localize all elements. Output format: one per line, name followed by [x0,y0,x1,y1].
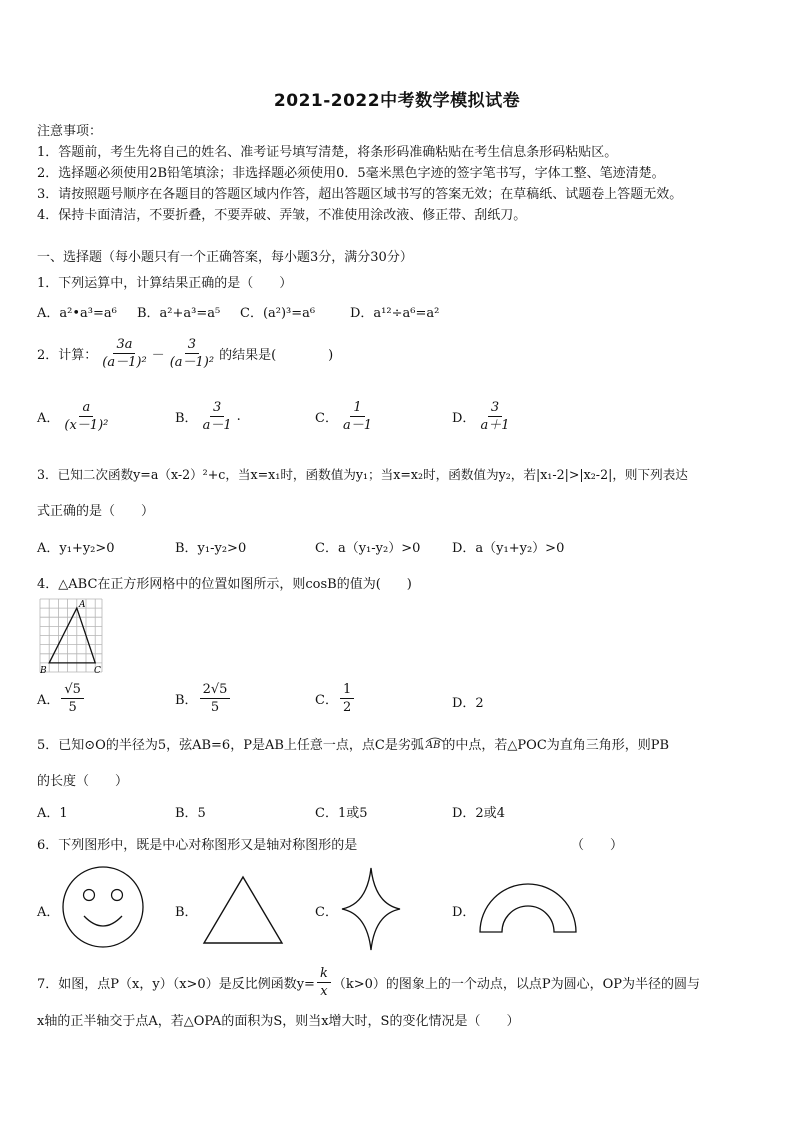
q4-grid-lines [40,599,102,672]
q7-fraction-numerator: k [317,966,331,983]
notice-heading: 注意事项： [37,124,103,139]
q6-option-a-label: A． [37,905,60,920]
q7-stem-post: （k>0）的图象上的一个动点，以点P为圆心，OP为半径的圆与 [332,977,701,992]
q2-stem [37,337,333,370]
q7-stem-line-1 [37,966,700,999]
q4-option-c-label: C． [315,693,338,708]
q2-prefix: 2．计算： [37,348,98,363]
q2-option-b-denominator: a－1 [202,418,232,433]
notice-item-1: 1．答题前，考生先将自己的姓名、准考证号填写清楚，将条形码准确粘贴在考生信息条形码粘贴区。 [37,145,618,160]
q2-option-d-numerator: 3 [488,400,502,417]
q4-point-b-label: B [40,666,47,676]
page-title: 2021-2022中考数学模拟试卷 [273,91,521,111]
q1-option-d: D．a¹²÷a⁶=a² [350,306,440,321]
q7-stem-pre: 7．如图，点P（x，y）（x>0）是反比例函数y= [37,977,315,992]
q2-f1-numerator: 3a [113,337,135,354]
q2-fraction-2 [167,337,217,370]
q6-smiley-left-eye [84,890,95,901]
q2-option-b-tail: . [236,409,241,424]
q2-option-b [175,400,241,433]
q2-option-c-numerator: 1 [350,400,364,417]
q2-suffix: 的结果是( ) [219,348,334,363]
q4-option-a-numerator: √5 [61,682,84,699]
notice-item-3: 3．请按照题号顺序在各题目的答题区域内作答，超出答题区域书写的答案无效；在草稿纸、试题卷上答题无效。 [37,187,683,202]
q3-stem-line-1: 3．已知二次函数y=a（x-2）²+c，当x=x₁时，函数值为y₁；当x=x₂时，函数值为y₂，若|x₁-2|>|x₂-2|，则下列表达 [37,467,688,482]
q5-arc-ab [424,736,443,751]
q4-option-c-denominator: 2 [342,700,352,715]
q7-fraction-denominator: x [320,984,328,999]
q4-option-c [315,682,356,715]
q5-stem-pre: 5．已知⊙O的半径为5，弦AB=6，P是AB上任意一点，点C是劣弧 [37,738,424,753]
q4-point-a-label: A [79,600,86,610]
q1-option-a: A．a²•a³=a⁶ [37,306,117,321]
q1-option-b: B．a²+a³=a⁵ [137,306,221,321]
q2-option-c [315,400,377,433]
q4-option-a-label: A． [37,693,60,708]
q4-option-b [175,682,232,715]
q4-option-b-numerator: 2√5 [200,682,231,699]
q4-point-c-label: C [94,666,101,676]
q2-minus: － [151,348,165,363]
q6-answer-paren: （ ） [571,838,624,853]
q4-option-b-fraction [200,682,231,715]
q6-stem: 6．下列图形中，既是中心对称图形又是轴对称图形的是 [37,838,358,853]
q2-f1-denominator: (a－1)² [102,355,147,370]
q2-option-b-numerator: 3 [210,400,224,417]
q4-option-b-label: B． [175,693,198,708]
q2-option-d [452,400,514,433]
notice-item-4: 4．保持卡面清洁，不要折叠，不要弄破、弄皱，不准使用涂改液、修正带、刮纸刀。 [37,208,527,223]
q3-option-b: B．y₁-y₂>0 [175,541,247,556]
q5-stem-post: 的中点，若△POC为直角三角形，则PB [442,738,670,753]
q2-f2-denominator: (a－1)² [169,355,215,370]
q7-stem-line-2: x轴的正半轴交于点A，若△OPA的面积为S，则当x增大时，S的变化情况是（ ） [37,1014,520,1029]
q6-option-c-star-figure [340,866,402,952]
q5-stem-line-1 [37,734,669,753]
q2-option-b-fraction [200,400,235,433]
q2-option-a [37,400,113,433]
q2-f2-numerator: 3 [185,337,199,354]
q3-option-d: D．a（y₁+y₂）>0 [452,541,565,556]
q6-option-d-arch-figure [478,872,578,938]
q2-option-a-label: A． [37,411,60,426]
q4-option-c-numerator: 1 [340,682,354,699]
q6-smiley-right-eye [112,890,123,901]
q3-option-c: C．a（y₁-y₂）>0 [315,541,421,556]
q2-option-a-fraction [61,400,111,433]
q6-option-c-label: C． [315,905,338,920]
q2-option-a-numerator: a [79,400,93,417]
q2-option-c-fraction [340,400,375,433]
q2-option-d-label: D． [452,411,476,426]
q5-option-c: C．1或5 [315,806,368,821]
q5-arc-label: AB [425,740,441,751]
q1-option-c: C．(a²)³=a⁶ [240,306,316,321]
q6-option-b-triangle-figure [200,874,286,946]
q2-option-d-fraction [477,400,512,433]
q4-option-b-denominator: 5 [210,700,220,715]
q3-option-a: A．y₁+y₂>0 [37,541,115,556]
notice-item-2: 2．选择题必须使用2B铅笔填涂；非选择题必须使用0．5毫米黑色字迹的签字笔书写，字体工整、笔迹清楚。 [37,166,665,181]
q7-fraction-k-over-x [317,966,331,999]
q4-option-a-denominator: 5 [68,700,77,715]
q2-option-c-label: C． [315,411,338,426]
q2-option-b-label: B． [175,411,198,426]
q4-grid-figure [38,597,104,677]
q4-option-a [37,682,86,715]
q4-stem: 4．△ABC在正方形网格中的位置如图所示，则cosB的值为( ) [37,577,412,592]
q2-option-a-denominator: (x－1)² [64,418,109,433]
q6-option-a-smiley-figure [60,864,146,950]
q2-option-c-denominator: a－1 [342,418,372,433]
q5-option-a: A．1 [37,806,68,821]
q4-option-a-fraction [61,682,84,715]
q5-option-b: B．5 [175,806,206,821]
q1-stem: 1．下列运算中，计算结果正确的是（ ） [37,276,293,291]
q4-option-c-fraction [340,682,354,715]
q6-option-d-label: D． [452,905,476,920]
q2-option-d-denominator: a＋1 [480,418,510,433]
q2-fraction-1 [99,337,149,370]
section-heading: 一、选择题（每小题只有一个正确答案，每小题3分，满分30分） [37,250,413,265]
q6-option-b-label: B． [175,905,198,920]
q5-option-d: D．2或4 [452,806,505,821]
q6-smiley-mouth [84,916,122,926]
q5-arc-symbol [424,735,446,743]
q5-stem-line-2: 的长度（ ） [37,774,129,789]
q3-stem-line-2: 式正确的是（ ） [37,504,155,519]
q4-option-d: D．2 [452,696,484,711]
